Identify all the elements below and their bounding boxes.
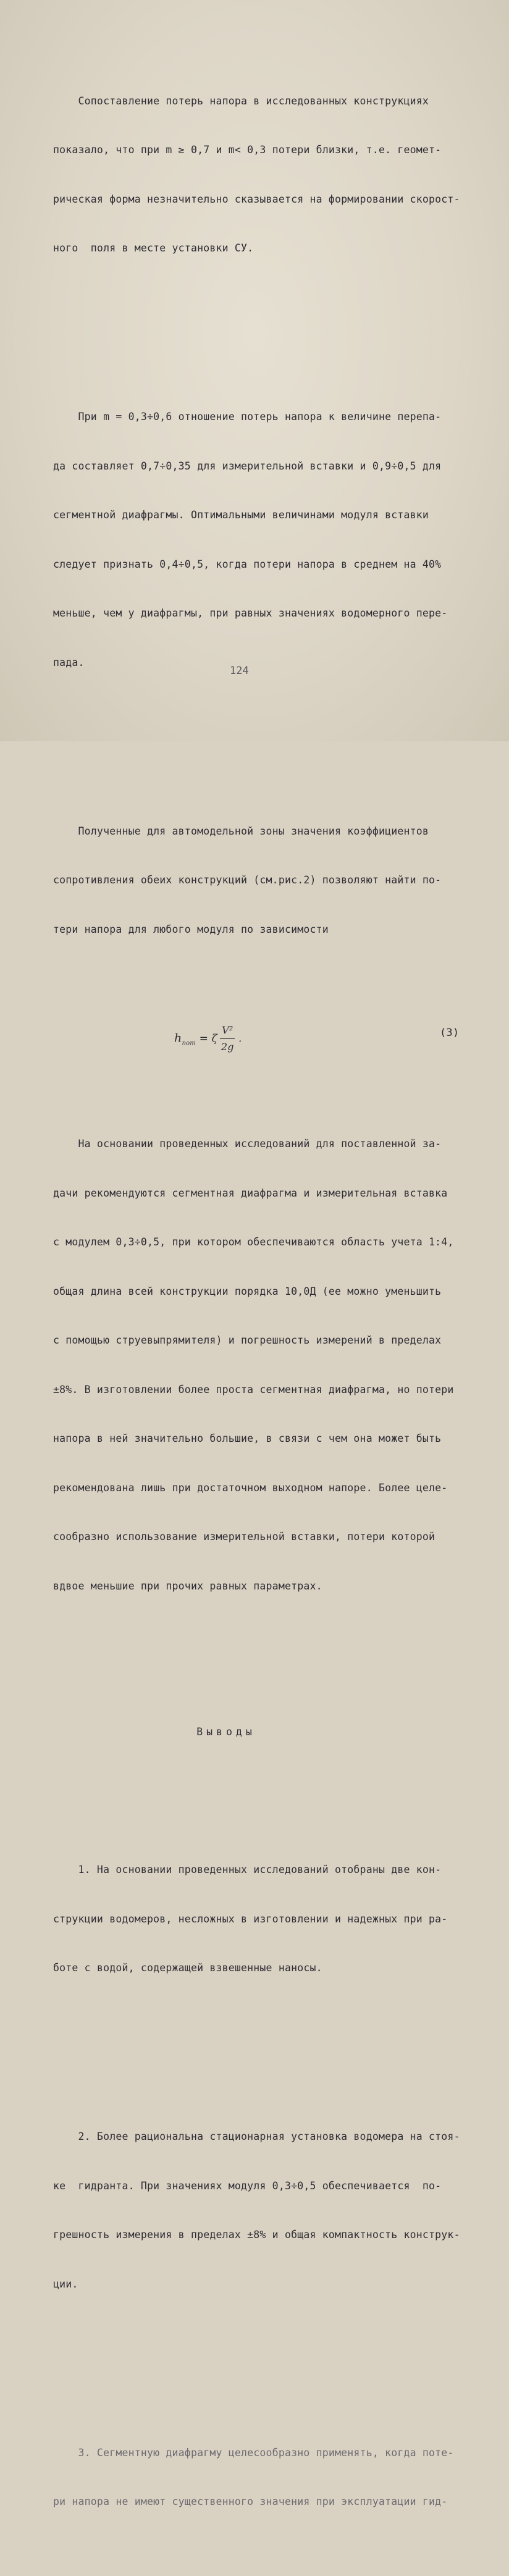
text-line: 2. Более рациональна стационарная установка водомера на стоя- [53, 2131, 460, 2142]
equation-number: (3) [440, 1026, 460, 1039]
formula-numerator: V² [220, 1022, 235, 1040]
text-line: рическая форма незначительно сказывается на формировании скорост- [53, 193, 460, 205]
text-line: дачи рекомендуются сегментная диафрагма и измерительная вставка [53, 1187, 448, 1199]
text-line: Полученные для автомодельной зоны значения коэффициентов [53, 825, 429, 837]
formula-equals: = ζ [195, 1032, 218, 1045]
text-line: следует признать 0,4÷0,5, когда потери напора в среднем на 40% [53, 558, 442, 570]
paragraph-gap [53, 2042, 486, 2047]
formula-fraction [220, 1022, 235, 1056]
text-line: струкции водомеров, несложных в изготовлении и надежных при ра- [53, 1913, 448, 1925]
text-line: Сопоставление потерь напора в исследованных конструкциях [53, 95, 429, 107]
text-line: ке гидранта. При значениях модуля 0,3÷0,5 обеспечивается по- [53, 2179, 442, 2192]
paragraph-gap [53, 736, 486, 741]
text-line: рекомендована лишь при достаточном выходном напоре. Более целе- [53, 1481, 448, 1494]
formula-tail: . [235, 1032, 242, 1045]
text-line: На основании проведенных исследований для поставленной за- [53, 1138, 442, 1150]
conclusions-heading: Выводы [196, 1725, 256, 1738]
formula-denominator: 2g [221, 1041, 234, 1053]
text-line: с помощью струевыпрямителя) и погрешность измерений в пределах [53, 1334, 442, 1346]
paragraph-gap [53, 1775, 486, 1780]
text-line: показало, что при m ≥ 0,7 и m< 0,3 потери близки, т.е. геомет- [53, 144, 442, 156]
page-number: 124 [230, 665, 249, 677]
text-line: вдвое меньшие при прочих равных параметрах. [53, 1580, 322, 1592]
conclusion-3 [53, 2412, 486, 2543]
text-line: напора в ней значительно большие, в связи с чем она может быть [53, 1433, 442, 1444]
paragraph-gap [53, 322, 486, 327]
text-line: ции. [53, 2278, 78, 2290]
head-loss-formula [174, 1022, 242, 1056]
text-line: сообразно использование измерительной вставки, потери которой [53, 1531, 435, 1543]
text-line: боте с водой, содержащей взвешенные наносы. [53, 1962, 322, 1974]
formula-symbol-h: h [174, 1031, 182, 1045]
paragraph-4 [53, 1103, 486, 1627]
text-line: тери напора для любого модуля по зависимости [53, 923, 329, 935]
paragraph-1 [53, 61, 486, 290]
conclusion-1 [53, 1829, 486, 2010]
paragraph-2 [53, 376, 486, 704]
conclusion-2 [53, 2096, 486, 2325]
text-line: пада. [53, 656, 85, 668]
paragraph-gap [53, 1660, 486, 1672]
text-line: грешность измерения в пределах ±8% и общая компактность конструк- [53, 2229, 460, 2241]
formula-row [53, 1020, 486, 1054]
formula-subscript: пот [182, 1040, 196, 1046]
text-line: ри напора не имеют существенного значения при эксплуатации гид- [53, 2496, 448, 2507]
text-line: сопротивления обеих конструкций (см.рис.2) позволяют найти по- [53, 874, 442, 886]
text-line: сегментной диафрагмы. Оптимальными величинами модуля вставки [53, 509, 429, 521]
text-line: 3. Сегментную диафрагму целесообразно применять, когда поте- [53, 2446, 454, 2459]
text-line: ного поля в месте установки СУ. [53, 242, 254, 254]
text-line: общая длина всей конструкции порядка 10,0Д (ее можно уменьшить [53, 1285, 442, 1297]
text-line: да составляет 0,7÷0,35 для измерительной вставки и 0,9÷0,5 для [53, 460, 442, 472]
body-text [53, 11, 486, 2576]
paragraph-3 [53, 791, 486, 971]
text-line: При m = 0,3÷0,6 отношение потерь напора к величине перепа- [53, 411, 442, 423]
text-line: ±8%. В изготовлении более проста сегментная диафрагма, но потери [53, 1383, 454, 1395]
paragraph-gap [53, 2358, 486, 2363]
text-line: 1. На основании проведенных исследований отобраны две кон- [53, 1864, 442, 1875]
text-line: с модулем 0,3÷0,5, при котором обеспечиваются область учета 1:4, [53, 1236, 454, 1248]
text-line: меньше, чем у диафрагмы, при равных значениях водомерного пере- [53, 607, 448, 619]
